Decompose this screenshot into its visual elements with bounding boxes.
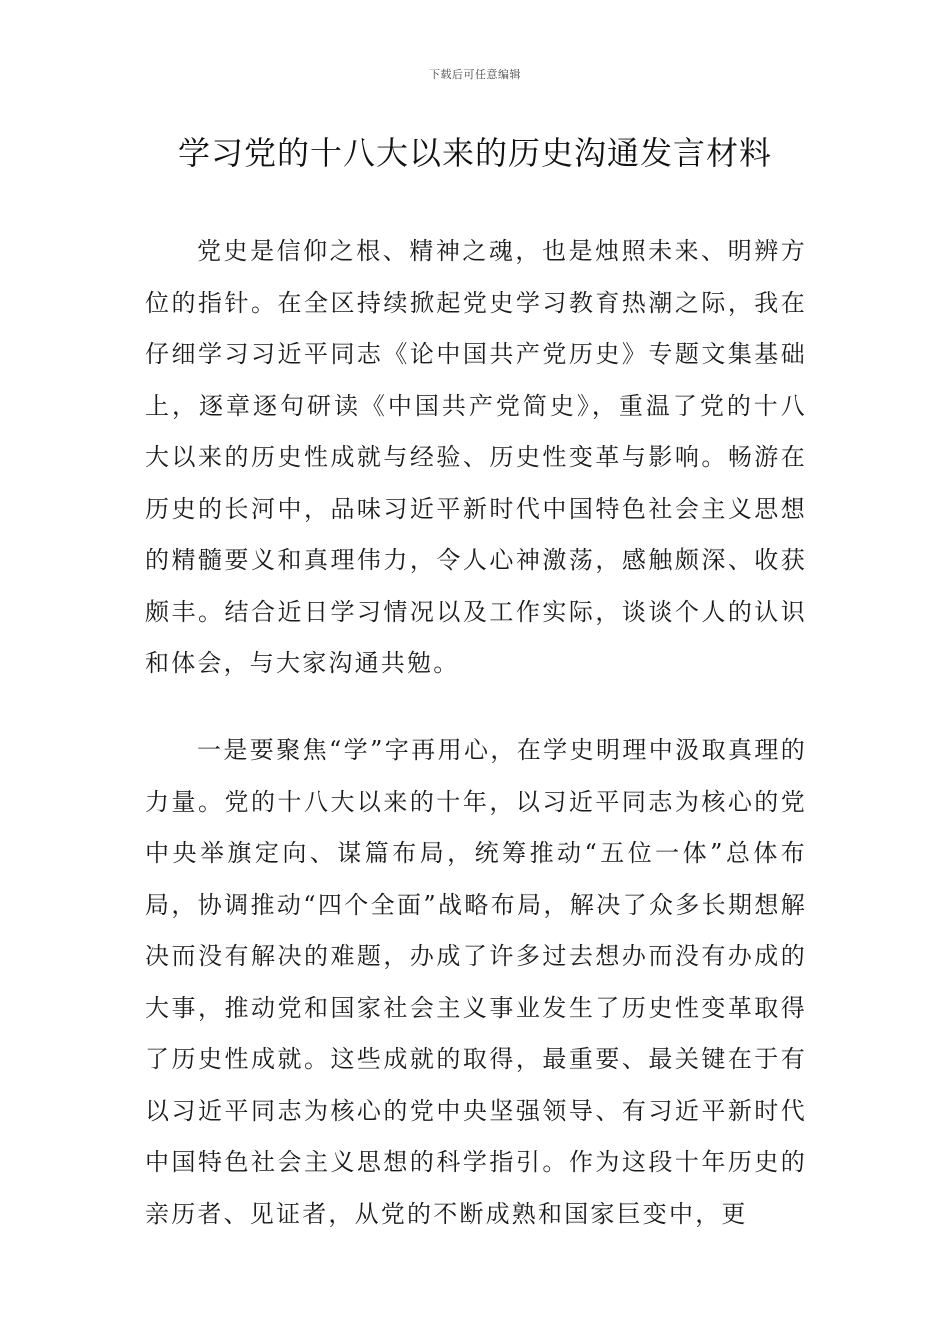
document-title: 学习党的十八大以来的历史沟通发言材料 xyxy=(177,134,772,172)
header-note: 下载后可任意编辑 xyxy=(429,68,521,81)
paragraph-intro: 党史是信仰之根、精神之魂，也是烛照未来、明辨方位的指针。在全区持续掀起党史学习教育热潮之际，我在仔细学习习近平同志《论中国共产党历史》专题文集基础上，逐章逐句研读《中国共产党简史》，重温了党的十八大以来的历史性成就与经验、历史性变革与影响。畅游在历史的长河中，品味习近平新时代中国特色社会主义思想的精髓要义和真理伟力，令人心神激荡，感触颇深、收获颇丰。结合近日学习情况以及工作实际，谈谈个人的认识和体会，与大家沟通共勉。 xyxy=(145,237,807,677)
paragraph-point-one: 一是要聚焦“学”字再用心，在学史明理中汲取真理的力量。党的十八大以来的十年，以习近平同志为核心的党中央举旗定向、谋篇布局，统筹推动“五位一体”总体布局，协调推动“四个全面”战略布局，解决了众多长期想解决而没有解决的难题，办成了许多过去想办而没有办成的大事，推动党和国家社会主义事业发生了历史性变革取得了历史性成就。这些成就的取得，最重要、最关键在于有以习近平同志为核心的党中央坚强领导、有习近平新时代中国特色社会主义思想的科学指引。作为这段十年历史的亲历者、见证者，从党的不断成熟和国家巨变中，更 xyxy=(145,736,807,1228)
